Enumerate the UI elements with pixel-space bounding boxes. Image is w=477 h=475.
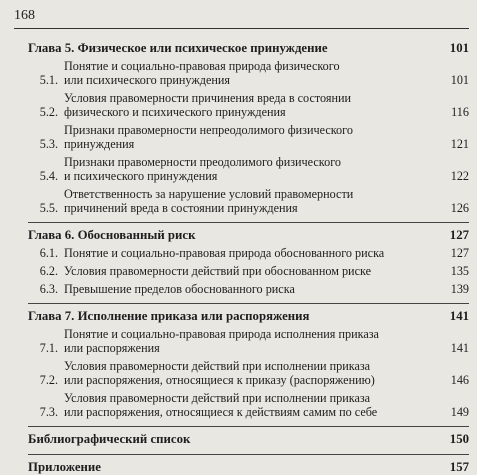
section-page: 149 <box>450 405 469 419</box>
section-6-3 <box>34 282 469 296</box>
section-title: Превышение пределов обоснованного риска <box>64 282 295 296</box>
section-number: 6.2. <box>39 264 58 278</box>
chapter-page: 101 <box>449 41 469 55</box>
section-number: 5.4. <box>39 169 58 183</box>
appendix-title: Приложение <box>28 460 101 474</box>
chapter-divider <box>28 303 469 304</box>
table-of-contents <box>28 36 469 475</box>
header-rule <box>14 28 469 29</box>
section-7-2 <box>34 359 469 387</box>
section-number: 7.2. <box>39 373 58 387</box>
section-7-1 <box>34 327 469 355</box>
chapter-divider <box>28 222 469 223</box>
section-page: 116 <box>451 105 469 119</box>
section-page: 127 <box>450 246 469 260</box>
section-7-3 <box>34 391 469 419</box>
page-number: 168 <box>14 8 35 23</box>
section-5-2 <box>34 91 469 119</box>
chapter-title: Глава 7. Исполнение приказа или распоряжения <box>28 309 310 323</box>
section-number: 5.1. <box>39 73 58 87</box>
chapter-divider <box>28 426 469 427</box>
section-number: 6.3. <box>39 282 58 296</box>
section-number: 6.1. <box>39 246 58 260</box>
chapter-page: 127 <box>449 228 469 242</box>
section-number: 7.1. <box>39 341 58 355</box>
section-title: Признаки правомерности непреодолимого физического принуждения <box>64 123 353 151</box>
appendix-page: 157 <box>449 460 469 474</box>
section-number: 5.2. <box>39 105 58 119</box>
section-5-4 <box>34 155 469 183</box>
section-page: 146 <box>450 373 469 387</box>
bibliography-entry <box>28 431 469 447</box>
section-number: 5.3. <box>39 137 58 151</box>
section-title: Условия правомерности причинения вреда в состоянии физического и психического принуждения <box>64 91 352 119</box>
chapter-title: Глава 6. Обоснованный риск <box>28 228 196 242</box>
section-title: Понятие и социально-правовая природа физического или психического принуждения <box>64 59 340 87</box>
section-title: Понятие и социально-правовая природа обоснованного риска <box>64 246 385 260</box>
section-5-5 <box>34 187 469 215</box>
section-number: 7.3. <box>39 405 58 419</box>
section-title: Условия правомерности действий при обоснованном риске <box>64 264 372 278</box>
section-page: 122 <box>450 169 469 183</box>
section-5-1 <box>34 59 469 87</box>
section-page: 121 <box>450 137 469 151</box>
chapter-page: 141 <box>449 309 469 323</box>
bibliography-page: 150 <box>449 432 469 446</box>
section-page: 135 <box>450 264 469 278</box>
section-page: 126 <box>450 201 469 215</box>
section-6-1 <box>34 246 469 260</box>
chapter-divider <box>28 454 469 455</box>
chapter-5-entry <box>28 40 469 56</box>
section-number: 5.5. <box>39 201 58 215</box>
section-title: Условия правомерности действий при исполнении приказа или распоряжения, относящиеся к приказу (распоряжению) <box>64 359 375 387</box>
section-title: Признаки правомерности преодолимого физического и психического принуждения <box>64 155 341 183</box>
section-title: Понятие и социально-правовая природа исполнения приказа или распоряжения <box>64 327 379 355</box>
section-title: Ответственность за нарушение условий правомерности причинений вреда в состоянии принуждения <box>64 187 354 215</box>
chapter-title: Глава 5. Физическое или психическое принуждение <box>28 41 328 55</box>
section-6-2 <box>34 264 469 278</box>
section-page: 101 <box>450 73 469 87</box>
section-page: 139 <box>450 282 469 296</box>
section-title: Условия правомерности действий при исполнении приказа или распоряжения, относящиеся к действиям самим по себе <box>64 391 378 419</box>
section-5-3 <box>34 123 469 151</box>
section-page: 141 <box>450 341 469 355</box>
bibliography-title: Библиографический список <box>28 432 191 446</box>
chapter-6-entry <box>28 227 469 243</box>
chapter-7-entry <box>28 308 469 324</box>
